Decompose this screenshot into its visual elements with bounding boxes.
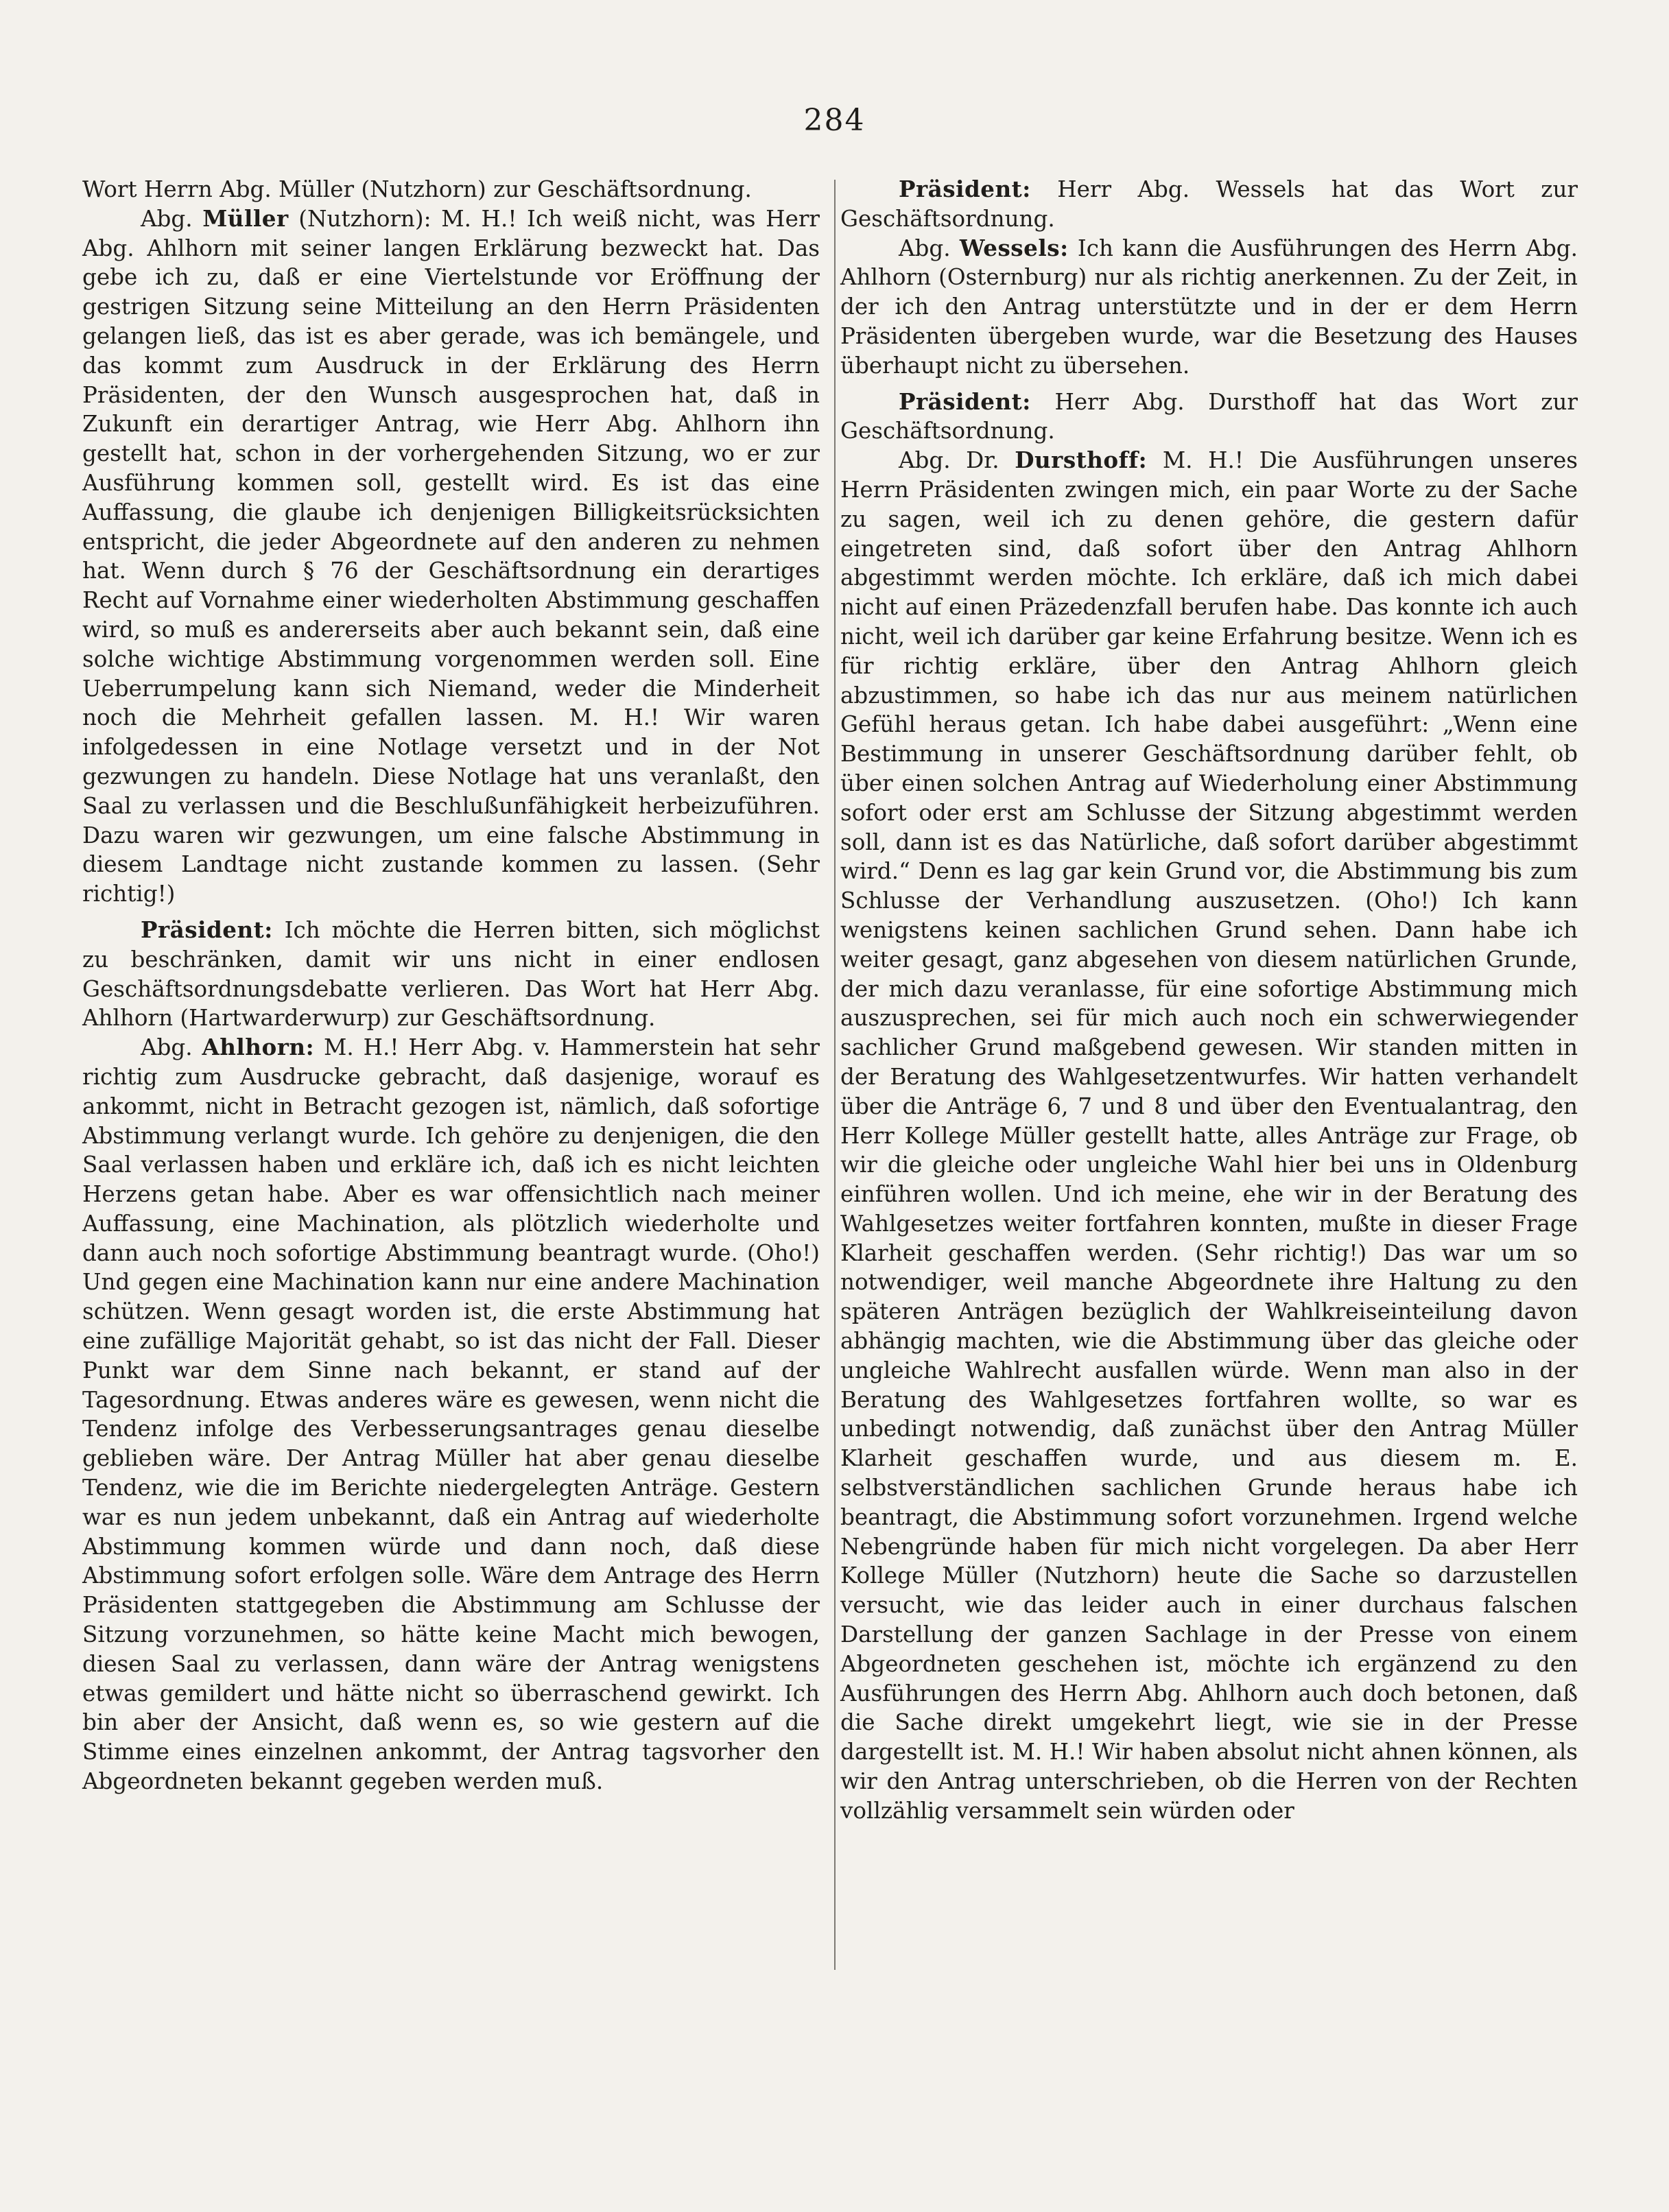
speaker-name: Präsident: (899, 176, 1031, 202)
paragraph (82, 916, 820, 1033)
paragraph-text: Herr Abg. Wessels hat das Wort zur Geschäftsordnung. (840, 176, 1578, 232)
speaker-name: Müller (202, 204, 289, 232)
speaker-prefix: Abg. (141, 1034, 193, 1061)
paragraph-text: Ich kann die Ausführungen des Herrn Abg. Ahlhorn (Osternburg) nur als richtig anerkennen. Zu der Zeit, in der ich den Antrag unterstützte und in der er dem Herrn Präsidenten übergeben wurde, war die Besetzung des Hauses überhaupt nicht zu übersehen. (840, 235, 1578, 379)
left-column (82, 175, 820, 1796)
paragraph (840, 234, 1578, 381)
speaker-name: Wessels: (959, 234, 1069, 261)
paragraph-text: Wort Herrn Abg. Müller (Nutzhorn) zur Geschäftsordnung. (82, 176, 752, 202)
paragraph (82, 1033, 820, 1796)
paragraph (840, 446, 1578, 1825)
speaker-prefix: Abg. Dr. (899, 447, 999, 474)
paragraph-text: (Nutzhorn): M. H.! Ich weiß nicht, was Herr Abg. Ahlhorn mit seiner langen Erklärung bezweckt hat. Das gebe ich zu, daß er eine Viertelstunde vor Eröffnung der gestrigen Sitzung seine Mitteilung an den Herrn Präsidenten gelangen ließ, das ist es aber gerade, was ich bemängele, und das kommt zum Ausdruck in der Erklärung des Herrn Präsidenten, der den Wunsch ausgesprochen hat, daß in Zukunft ein derartiger Antrag, wie Herr Abg. Ahlhorn ihn gestellt hat, schon in der vorhergehenden Sitzung, wo er zur Ausführung kommen soll, gestellt wird. Es ist das eine Auffassung, die glaube ich denjenigen Billigkeitsrücksichten entspricht, die jeder Abgeordnete auf den anderen zu nehmen hat. Wenn durch § 76 der Geschäftsordnung ein derartiges Recht auf Vornahme einer wiederholten Abstimmung geschaffen wird, so muß es andererseits aber auch bekannt sein, daß eine solche wichtige Abstimmung vorgenommen werden soll. Eine Ueberrumpelung kann sich Niemand, weder die Minderheit noch die Mehrheit gefallen lassen. M. H.! Wir waren infolgedessen in eine Notlage versetzt und in der Not gezwungen zu handeln. Diese Notlage hat uns veranlaßt, den Saal zu verlassen und die Beschlußunfähigkeit herbeizuführen. Dazu waren wir gezwungen, um eine falsche Abstimmung in diesem Landtage nicht zustande kommen zu lassen. (Sehr richtig!) (82, 205, 820, 907)
speaker-name: Ahlhorn: (202, 1034, 315, 1061)
right-column (840, 175, 1578, 1826)
speaker-name: Präsident: (141, 916, 273, 943)
speaker-name: Präsident: (899, 388, 1031, 415)
column-divider (834, 180, 836, 1970)
speaker-prefix: Abg. (899, 235, 951, 261)
speaker-name: Dursthoff: (1015, 447, 1148, 474)
speaker-prefix: Abg. (141, 205, 193, 232)
paragraph (840, 175, 1578, 234)
paragraph-text: Ich möchte die Herren bitten, sich möglichst zu beschränken, damit wir uns nicht in einer endlosen Geschäftsordnungsdebatte verlieren. Das Wort hat Herr Abg. Ahlhorn (Hartwarderwurp) zur Geschäftsordnung. (82, 916, 820, 1032)
paragraph (82, 175, 820, 204)
paragraph (840, 388, 1578, 447)
paragraph-text: M. H.! Die Ausführungen unseres Herrn Präsidenten zwingen mich, ein paar Worte zu der Sache zu sagen, weil ich zu denen gehöre, die gestern dafür eingetreten sind, daß sofort über den Antrag Ahlhorn abgestimmt werden möchte. Ich erkläre, daß ich mich dabei nicht auf einen Präzedenzfall berufen habe. Das konnte ich auch nicht, weil ich darüber gar keine Erfahrung besitze. Wenn ich es für richtig erkläre, über den Antrag Ahlhorn gleich abzustimmen, so habe ich das nur aus meinem natürlichen Gefühl heraus getan. Ich habe dabei ausgeführt: „Wenn eine Bestimmung in unserer Geschäftsordnung darüber fehlt, ob über einen solchen Antrag auf Wiederholung einer Abstimmung sofort oder erst am Schlusse der Sitzung abgestimmt werden soll, dann ist es das Natürliche, daß sofort darüber abgestimmt wird.“ Denn es lag gar kein Grund vor, die Abstimmung bis zum Schlusse der Verhandlung auszusetzen. (Oho!) Ich kann wenigstens keinen sachlichen Grund sehen. Dann habe ich weiter gesagt, ganz abgesehen von diesem natürlichen Grunde, der mich dazu veranlasse, für eine sofortige Abstimmung mich auszusprechen, sei für mich auch noch ein schwerwiegender sachlicher Grund maßgebend gewesen. Wir standen mitten in der Beratung des Wahlgesetzentwurfes. Wir hatten verhandelt über die Anträge 6, 7 und 8 und über den Eventualantrag, den Herr Kollege Müller gestellt hatte, alles Anträge zur Frage, ob wir die gleiche oder ungleiche Wahl hier bei uns in Oldenburg einführen wollen. Und ich meine, ehe wir in der Beratung des Wahlgesetzes weiter fortfahren konnten, mußte in dieser Frage Klarheit geschaffen werden. (Sehr richtig!) Das war um so notwendiger, weil manche Abgeordnete ihre Haltung zu den späteren Anträgen bezüglich der Wahlkreiseinteilung davon abhängig machten, wie die Abstimmung über das gleiche oder ungleiche Wahlrecht ausfallen würde. Wenn man also in der Beratung des Wahlgesetzes fortfahren wollte, so war es unbedingt notwendig, daß zunächst über den Antrag Müller Klarheit geschaffen wurde, und aus diesem m. E. selbstverständlichen sachlichen Grunde heraus habe ich beantragt, die Abstimmung sofort vorzunehmen. Irgend welche Nebengründe haben für mich nicht vorgelegen. Da aber Herr Kollege Müller (Nutzhorn) heute die Sache so darzustellen versucht, wie das leider auch in einer durchaus falschen Darstellung der ganzen Sachlage in der Presse von einem Abgeordneten geschehen ist, möchte ich ergänzend zu den Ausführungen des Herrn Abg. Ahlhorn auch doch betonen, daß die Sache direkt umgekehrt liegt, wie sie in der Presse dargestellt ist. M. H.! Wir haben absolut nicht ahnen können, als wir den Antrag unterschrieben, ob die Herren von der Rechten vollzählig versammelt sein würden oder (840, 447, 1578, 1824)
paragraph (82, 204, 820, 909)
page-number: 284 (803, 103, 866, 138)
paragraph-text: Herr Abg. Dursthoff hat das Wort zur Geschäftsordnung. (840, 388, 1578, 444)
paragraph-text: M. H.! Herr Abg. v. Hammerstein hat sehr richtig zum Ausdrucke gebracht, daß dasjenige, worauf es ankommt, nicht in Betracht gezogen ist, nämlich, daß sofortige Abstimmung verlangt wurde. Ich gehöre zu denjenigen, die den Saal verlassen haben und erkläre ich, daß ich es nicht leichten Herzens getan habe. Aber es war offensichtlich nach meiner Auffassung, eine Machination, als plötzlich wiederholte und dann auch noch sofortige Abstimmung beantragt wurde. (Oho!) Und gegen eine Machination kann nur eine andere Machination schützen. Wenn gesagt worden ist, die erste Abstimmung hat eine zufällige Majorität gehabt, so ist das nicht der Fall. Dieser Punkt war dem Sinne nach bekannt, er stand auf der Tagesordnung. Etwas anderes wäre es gewesen, wenn nicht die Tendenz infolge des Verbesserungsantrages genau dieselbe geblieben wäre. Der Antrag Müller hat aber genau dieselbe Tendenz, wie die im Berichte niedergelegten Anträge. Gestern war es nun jedem unbekannt, daß ein Antrag auf wiederholte Abstimmung kommen würde und dann noch, daß diese Abstimmung sofort erfolgen solle. Wäre dem Antrage des Herrn Präsidenten stattgegeben die Abstimmung am Schlusse der Sitzung vorzunehmen, so hätte keine Macht mich bewogen, diesen Saal zu verlassen, dann wäre der Antrag wenigstens etwas gemildert und hätte nicht so überraschend gewirkt. Ich bin aber der Ansicht, daß wenn es, so wie gestern auf die Stimme eines einzelnen ankommt, der Antrag tagsvorher den Abgeordneten bekannt gegeben werden muß. (82, 1034, 820, 1795)
